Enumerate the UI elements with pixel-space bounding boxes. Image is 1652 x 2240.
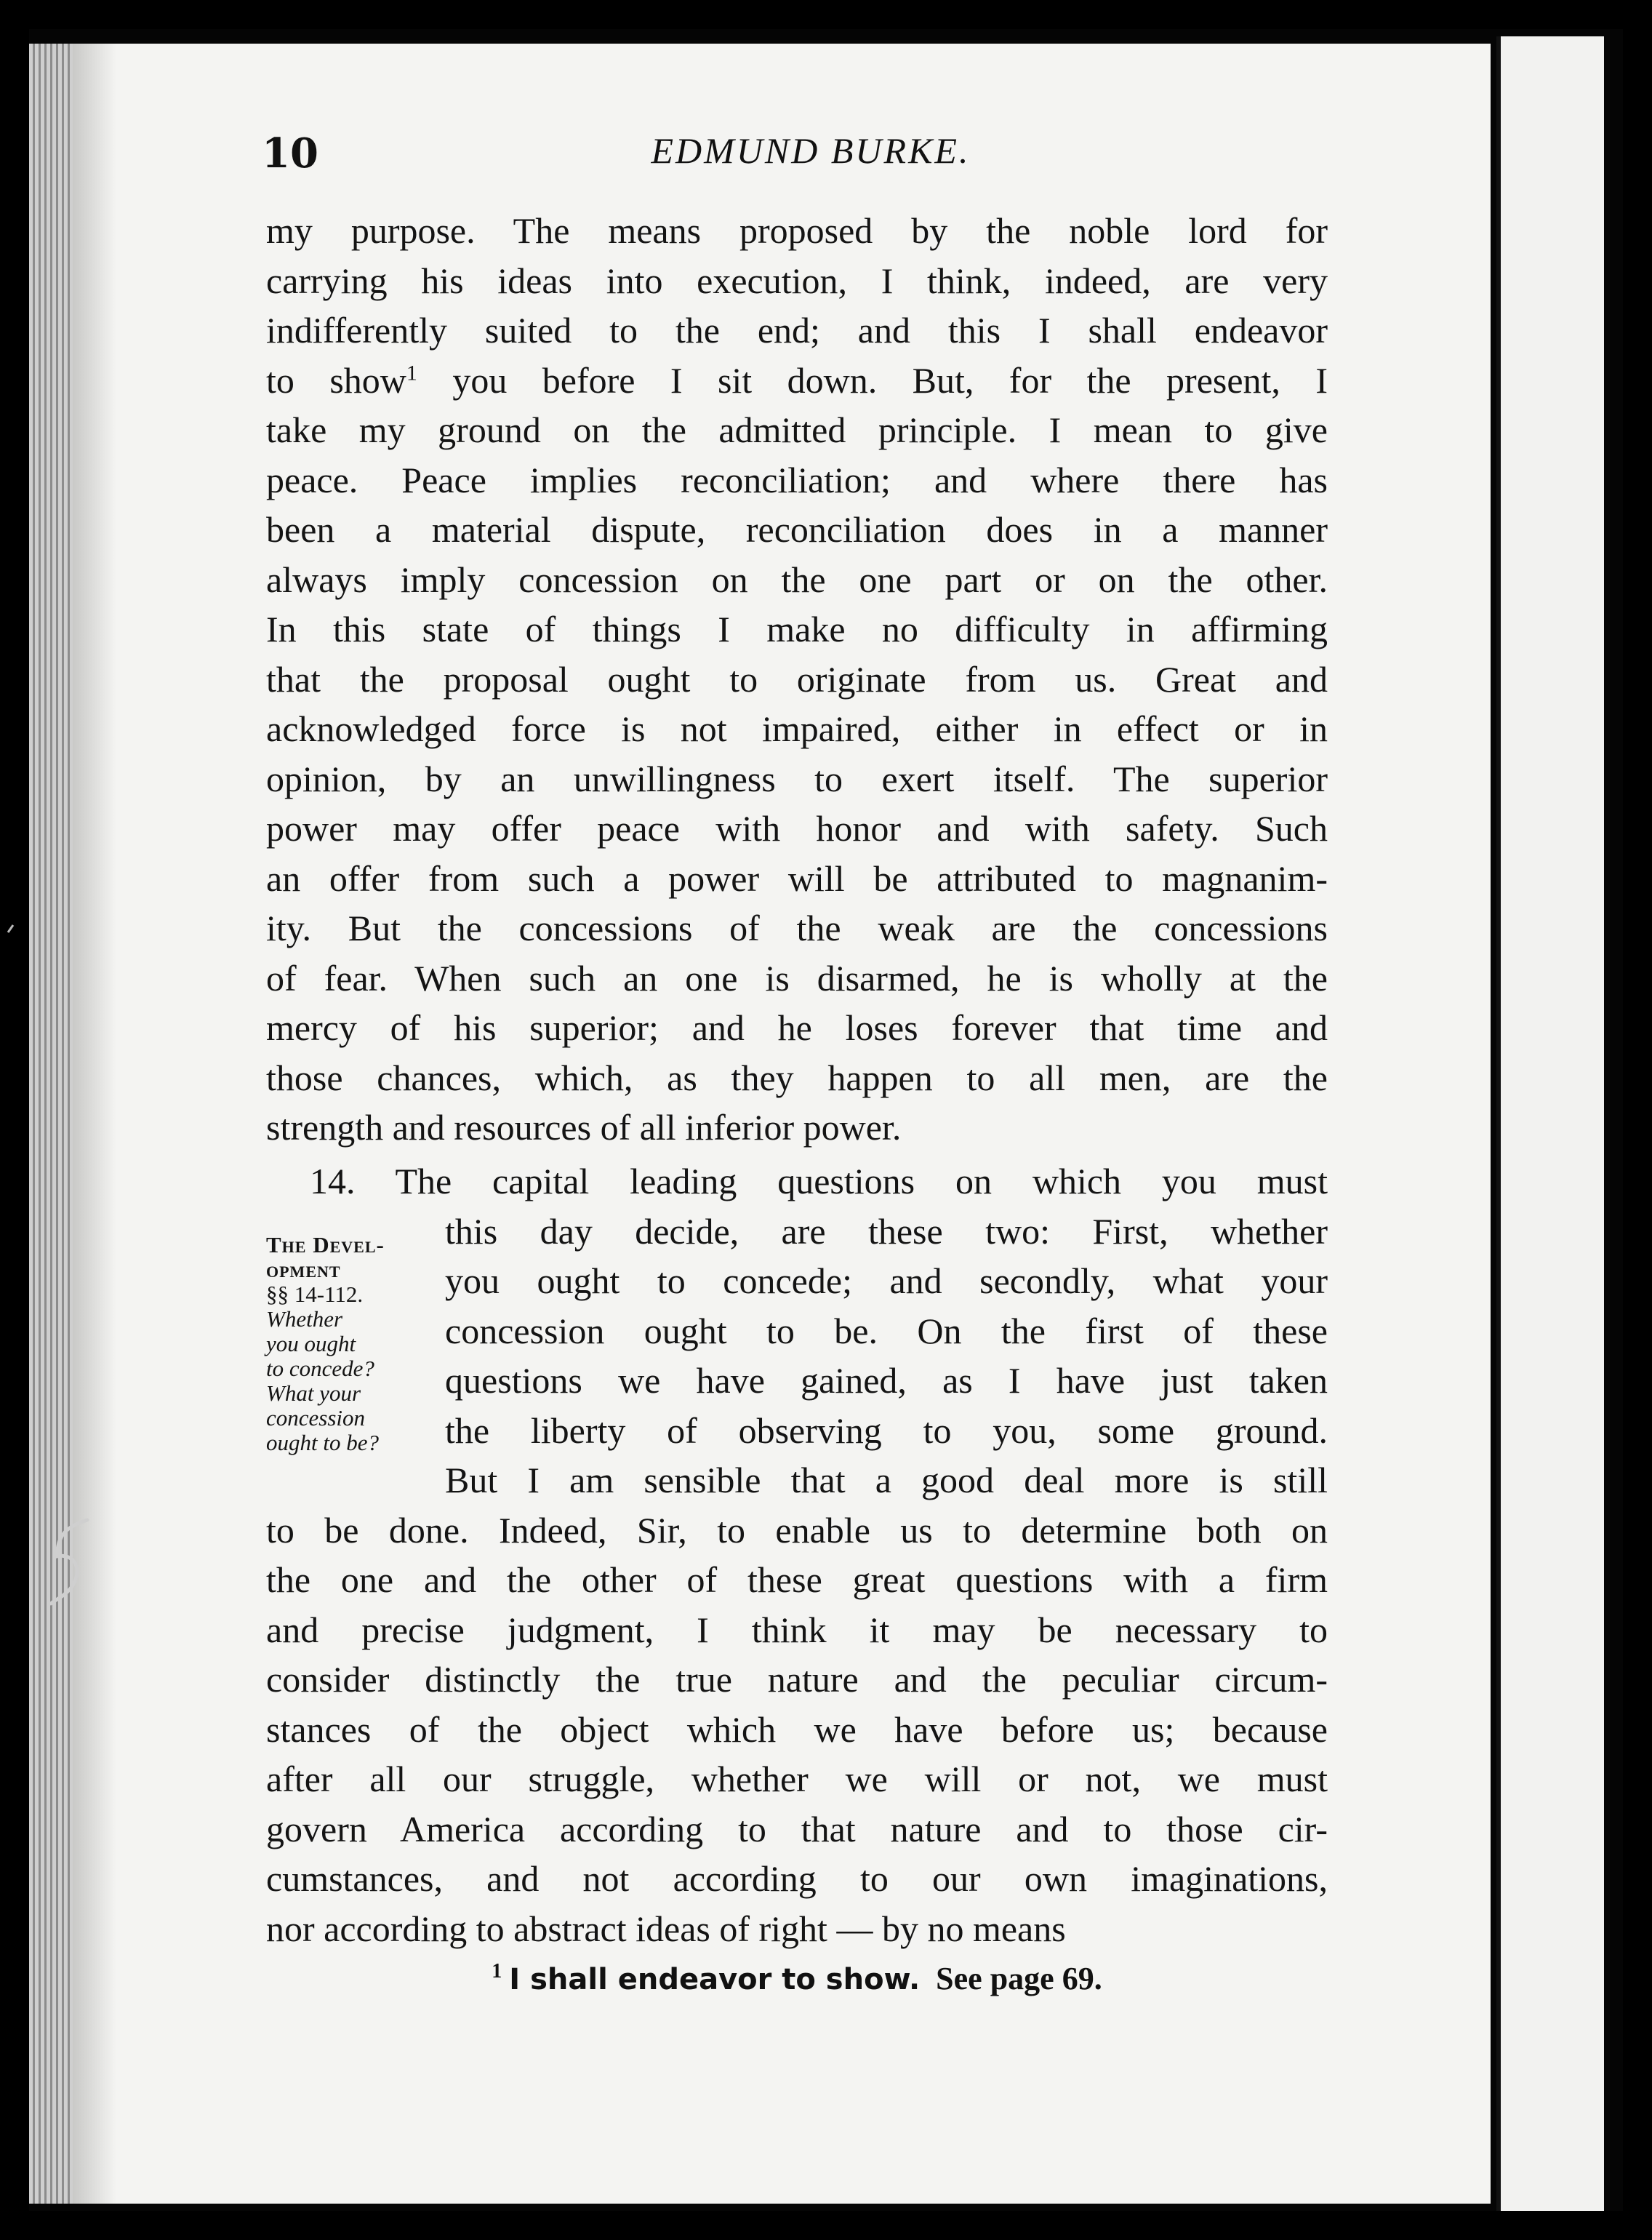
margin-note-question: ought to be?	[266, 1430, 379, 1455]
text-line: In this state of things I make no difficulty in affirming	[266, 609, 1328, 649]
text-line: take my ground on the admitted principle. I mean to give	[266, 409, 1328, 450]
text-line: after all our struggle, whether we will or not, we must	[266, 1759, 1328, 1799]
margin-note-question: you ought	[266, 1331, 356, 1356]
margin-note-question: What your	[266, 1380, 361, 1406]
text-line: been a material dispute, reconciliation does in a manner	[266, 509, 1328, 550]
facing-page-edge	[1496, 36, 1604, 2211]
text-line: cumstances, and not according to our own imaginations,	[266, 1858, 1328, 1899]
paragraph-13	[266, 206, 1328, 1153]
text-fragment: you before I sit down. But, for the present, I	[452, 359, 1328, 401]
footnote-reference: 1	[406, 360, 417, 385]
text-line: that the proposal ought to originate from us. Great and	[266, 658, 1328, 700]
page-number: 10	[262, 129, 318, 177]
text-line: But I am sensible that a good deal more is still	[445, 1460, 1328, 1500]
text-line: you ought to concede; and secondly, what your	[445, 1260, 1328, 1301]
margin-note-heading: The Devel-	[266, 1232, 385, 1257]
text-line: those chances, which, as they happen to all men, are the	[266, 1057, 1328, 1098]
text-line: carrying his ideas into execution, I think, indeed, are very	[266, 260, 1328, 301]
footnote-quote: I shall endeavor to show.	[509, 1963, 921, 1996]
text-line: nor according to abstract ideas of right — by no means	[266, 1908, 1066, 1949]
text-fragment: to show	[266, 359, 406, 401]
text-line: an offer from such a power will be attributed to magnanim-	[266, 857, 1328, 899]
ink-speck-icon	[6, 924, 16, 934]
text-line: this day decide, are these two: First, whether	[445, 1210, 1328, 1252]
text-line: stances of the object which we have before us; because	[266, 1708, 1328, 1750]
text-line: concession ought to be. On the first of these	[445, 1310, 1328, 1351]
footnote-marker: 1	[492, 1960, 502, 1983]
margin-note-sections: §§ 14-112.	[266, 1281, 364, 1307]
margin-note-question: to concede?	[266, 1356, 374, 1381]
text-line: acknowledged force is not impaired, either in effect or in	[266, 708, 1328, 749]
margin-note-heading: opment	[266, 1257, 341, 1282]
page-header	[262, 129, 1360, 188]
text-line: peace. Peace implies reconciliation; and where there has	[266, 459, 1328, 500]
text-line: the one and the other of these great questions with a firm	[266, 1559, 1328, 1600]
text-line: mercy of his superior; and he loses forever that time and	[266, 1007, 1328, 1048]
gutter-shadow	[73, 44, 116, 2204]
text-line: opinion, by an unwillingness to exert itself. The superior	[266, 758, 1328, 799]
text-line: always imply concession on the one part or on the other.	[266, 559, 1328, 600]
text-line: indifferently suited to the end; and this I shall endeavor	[266, 310, 1328, 351]
footnote-reference-text: See page 69.	[936, 1961, 1102, 1996]
text-line: ity. But the concessions of the weak are the concessions	[266, 908, 1328, 948]
text-line: to be done. Indeed, Sir, to enable us to determine both on	[266, 1509, 1328, 1551]
text-line: strength and resources of all inferior power.	[266, 1107, 902, 1148]
running-head: EDMUND BURKE.	[651, 130, 971, 171]
text-line: my purpose. The means proposed by the noble lord for	[266, 210, 1328, 251]
text-line: and precise judgment, I think it may be necessary to	[266, 1609, 1328, 1650]
footnote	[266, 1960, 1328, 1997]
text-line: power may offer peace with honor and with safety. Such	[266, 808, 1328, 849]
text-line	[266, 356, 1328, 406]
margin-note	[266, 1233, 448, 1455]
margin-note-question: Whether	[266, 1306, 343, 1332]
text-line: the liberty of observing to you, some ground.	[445, 1409, 1328, 1451]
text-line: consider distinctly the true nature and the peculiar circum-	[266, 1659, 1328, 1700]
margin-note-question: concession	[266, 1405, 366, 1431]
pencil-mark-icon	[44, 1513, 102, 1615]
text-line: of fear. When such an one is disarmed, he is wholly at the	[266, 957, 1328, 999]
text-line: questions we have gained, as I have just taken	[445, 1360, 1328, 1401]
text-line: 14. The capital leading questions on which you must	[310, 1161, 1328, 1201]
text-line: govern America according to that nature and to those cir-	[266, 1808, 1328, 1849]
